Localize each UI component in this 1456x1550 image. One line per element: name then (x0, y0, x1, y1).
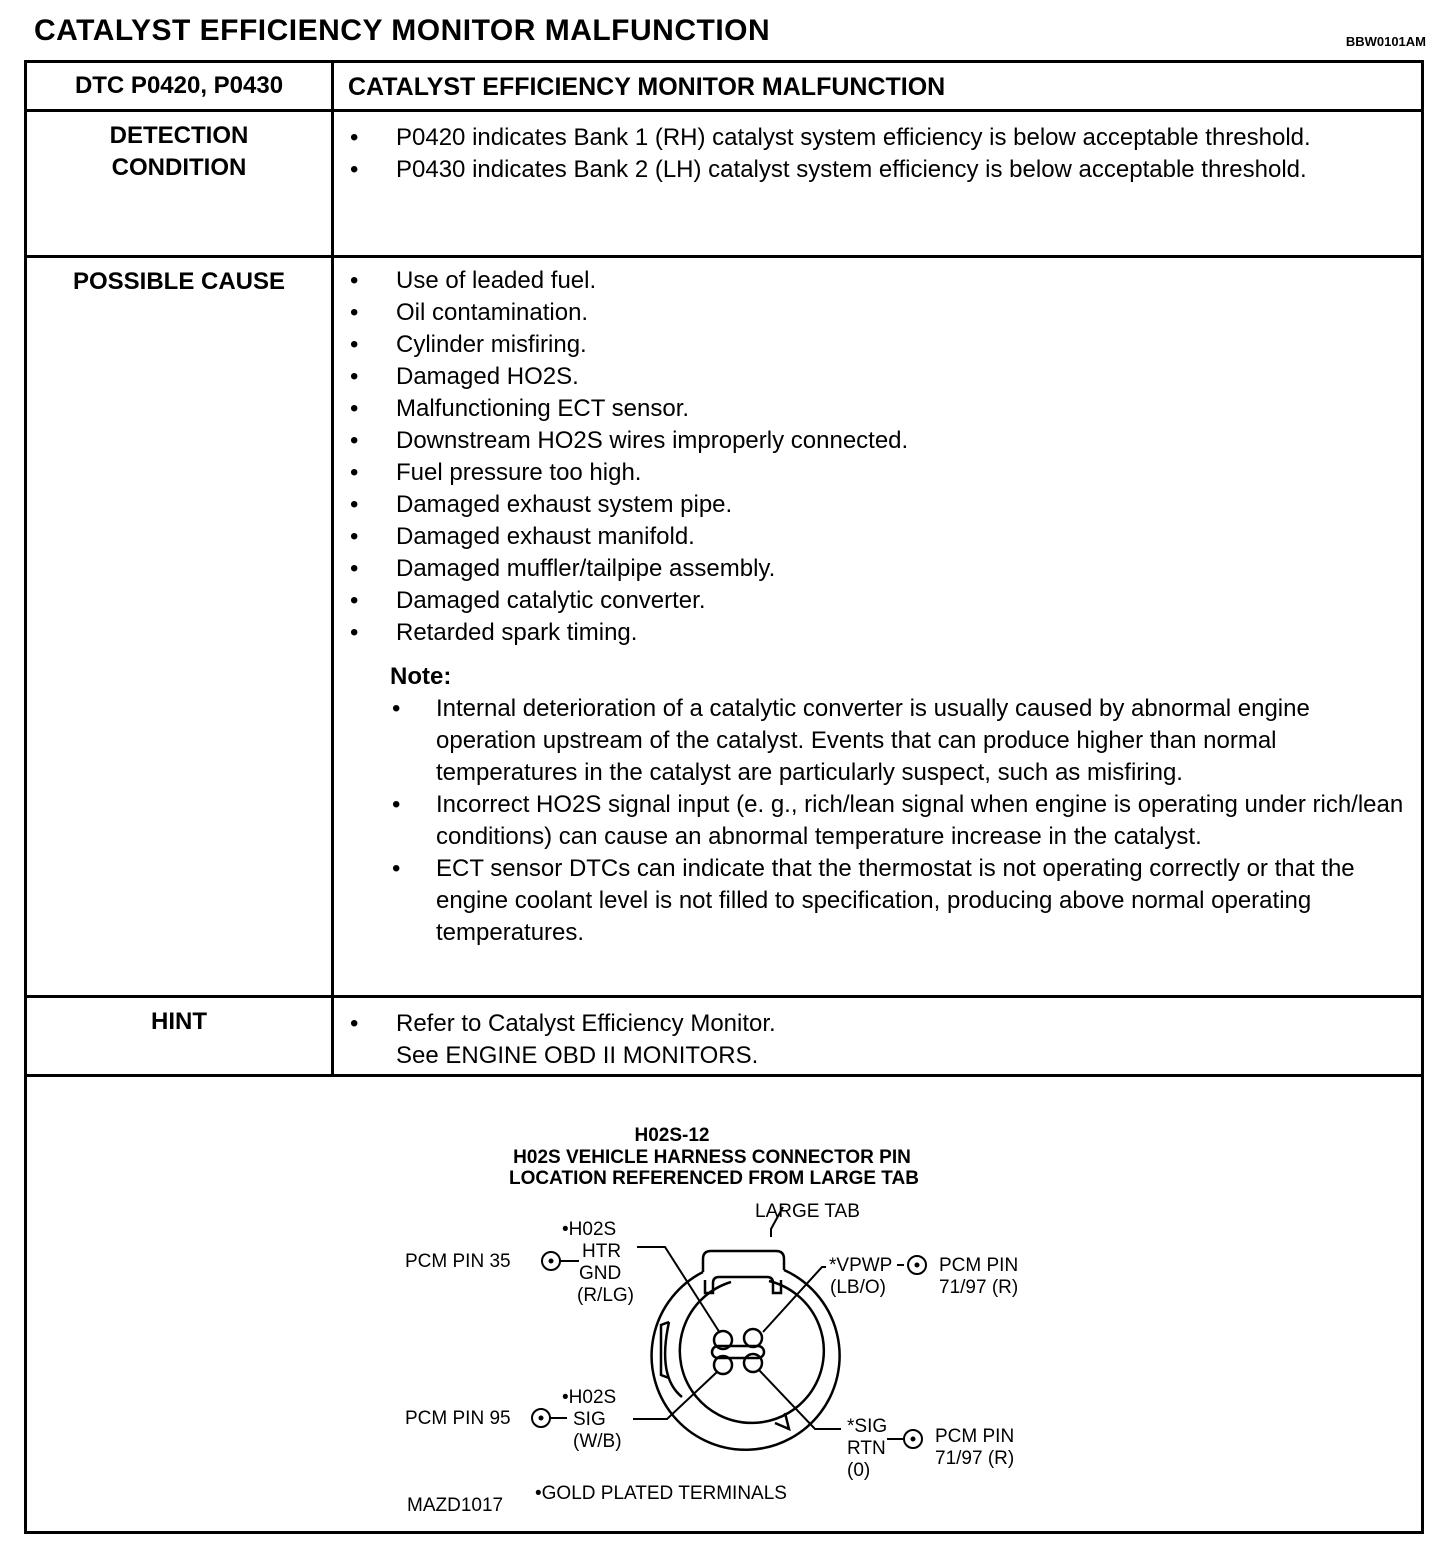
terminal-pins (712, 1329, 764, 1374)
note-item: • Internal deterioration of a catalytic converter is usually caused by abnormal engine operation upstream of the catalyst. Events that can produce higher than normal temperatures in the catalyst are particularly suspect, such as misfiring. (390, 693, 1411, 789)
pcm-pin-95: PCM PIN 95 (405, 1408, 511, 1429)
note-title: Note: (390, 663, 452, 690)
hint-content (334, 998, 1421, 1074)
note-item: • Incorrect HO2S signal input (e. g., rich/lean signal when engine is operating under rich/lean conditions) can cause an abnormal temperature increase in the catalyst. (390, 789, 1411, 853)
dtc-title: CATALYST EFFICIENCY MONITOR MALFUNCTION (348, 73, 946, 101)
h02s-sig-line1: •H02S (562, 1387, 617, 1408)
detection-label-line2: CONDITION (111, 154, 247, 181)
vpwp-line1: *VPWP (829, 1255, 893, 1276)
cause-item: • Use of leaded fuel. (348, 265, 1411, 297)
pcm-pin-35: PCM PIN 35 (405, 1251, 511, 1272)
cause-item: • Retarded spark timing. (348, 617, 1411, 649)
pcm-pin-71-97-bottom-line1: PCM PIN (935, 1426, 1015, 1447)
cause-item: • Downstream HO2S wires improperly connected. (348, 425, 1411, 457)
large-tab-label: LARGE TAB (755, 1201, 860, 1222)
detection-item: • P0420 indicates Bank 1 (RH) catalyst system efficiency is below acceptable threshold. (348, 122, 1411, 154)
cause-item: • Damaged muffler/tailpipe assembly. (348, 553, 1411, 585)
page-title: CATALYST EFFICIENCY MONITOR MALFUNCTION (34, 14, 771, 47)
sig-rtn-line2: RTN (847, 1438, 886, 1459)
hint-item (348, 1008, 1411, 1072)
gold-plated-footnote: •GOLD PLATED TERMINALS (535, 1483, 787, 1504)
cause-item: • Damaged catalytic converter. (348, 585, 1411, 617)
connector-diagram-svg (27, 1077, 1421, 1532)
sig-rtn-line1: *SIG (847, 1416, 888, 1437)
h02s-htr-line3: GND (579, 1263, 622, 1284)
connector-diagram (27, 1077, 1421, 1531)
possible-cause-content (334, 258, 1421, 995)
cause-item: • Damaged HO2S. (348, 361, 1411, 393)
possible-cause-label: POSSIBLE CAUSE (27, 258, 334, 995)
pcm-pin-71-97-top-line1: PCM PIN (939, 1255, 1019, 1276)
cause-item: • Cylinder misfiring. (348, 329, 1411, 361)
dtc-table (24, 60, 1424, 1534)
cause-item: • Damaged exhaust system pipe. (348, 489, 1411, 521)
dtc-row (27, 63, 1421, 112)
h02s-htr-line2: HTR (582, 1241, 622, 1262)
detection-label (27, 112, 334, 255)
vpwp-line2: (LB/O) (830, 1277, 886, 1298)
diagram-title-2: H02S VEHICLE HARNESS CONNECTOR PIN (513, 1147, 911, 1168)
hint-line1: • Refer to Catalyst Efficiency Monitor. (396, 1010, 776, 1037)
note-item: • ECT sensor DTCs can indicate that the thermostat is not operating correctly or that the engine coolant level is not filled to specification, producing above normal operating temperatures. (390, 853, 1411, 949)
hint-row (27, 998, 1421, 1077)
pcm-pin-71-97-bottom-line2: 71/97 (R) (935, 1448, 1015, 1469)
detection-content (334, 112, 1421, 255)
diagram-title-1: H02S-12 (634, 1125, 710, 1146)
pcm-pin-71-97-top-line2: 71/97 (R) (939, 1277, 1019, 1298)
detection-item: • P0430 indicates Bank 2 (LH) catalyst system efficiency is below acceptable threshold. (348, 154, 1411, 186)
h02s-sig-line2: SIG (573, 1409, 606, 1430)
detection-row (27, 112, 1421, 258)
document-code: BBW0101AM (1345, 34, 1426, 49)
cause-item: • Damaged exhaust manifold. (348, 521, 1411, 553)
hint-line2: See ENGINE OBD II MONITORS. (396, 1042, 759, 1069)
detection-label-line1: DETECTION (109, 122, 249, 149)
note-block (348, 661, 1411, 949)
diagram-ref-code: MAZD1017 (407, 1495, 504, 1516)
cause-item: • Malfunctioning ECT sensor. (348, 393, 1411, 425)
dtc-label: DTC P0420, P0430 (27, 63, 334, 109)
h02s-sig-line3: (W/B) (573, 1431, 622, 1452)
diagram-title-3: LOCATION REFERENCED FROM LARGE TAB (509, 1168, 919, 1189)
cause-item: • Fuel pressure too high. (348, 457, 1411, 489)
hint-label: HINT (27, 998, 334, 1074)
h02s-htr-line1: •H02S (562, 1219, 617, 1240)
cause-item: • Oil contamination. (348, 297, 1411, 329)
sig-rtn-line3: (0) (847, 1460, 871, 1481)
possible-cause-row (27, 258, 1421, 998)
connector-body-icon (652, 1251, 840, 1450)
h02s-htr-line4: (R/LG) (577, 1285, 634, 1306)
